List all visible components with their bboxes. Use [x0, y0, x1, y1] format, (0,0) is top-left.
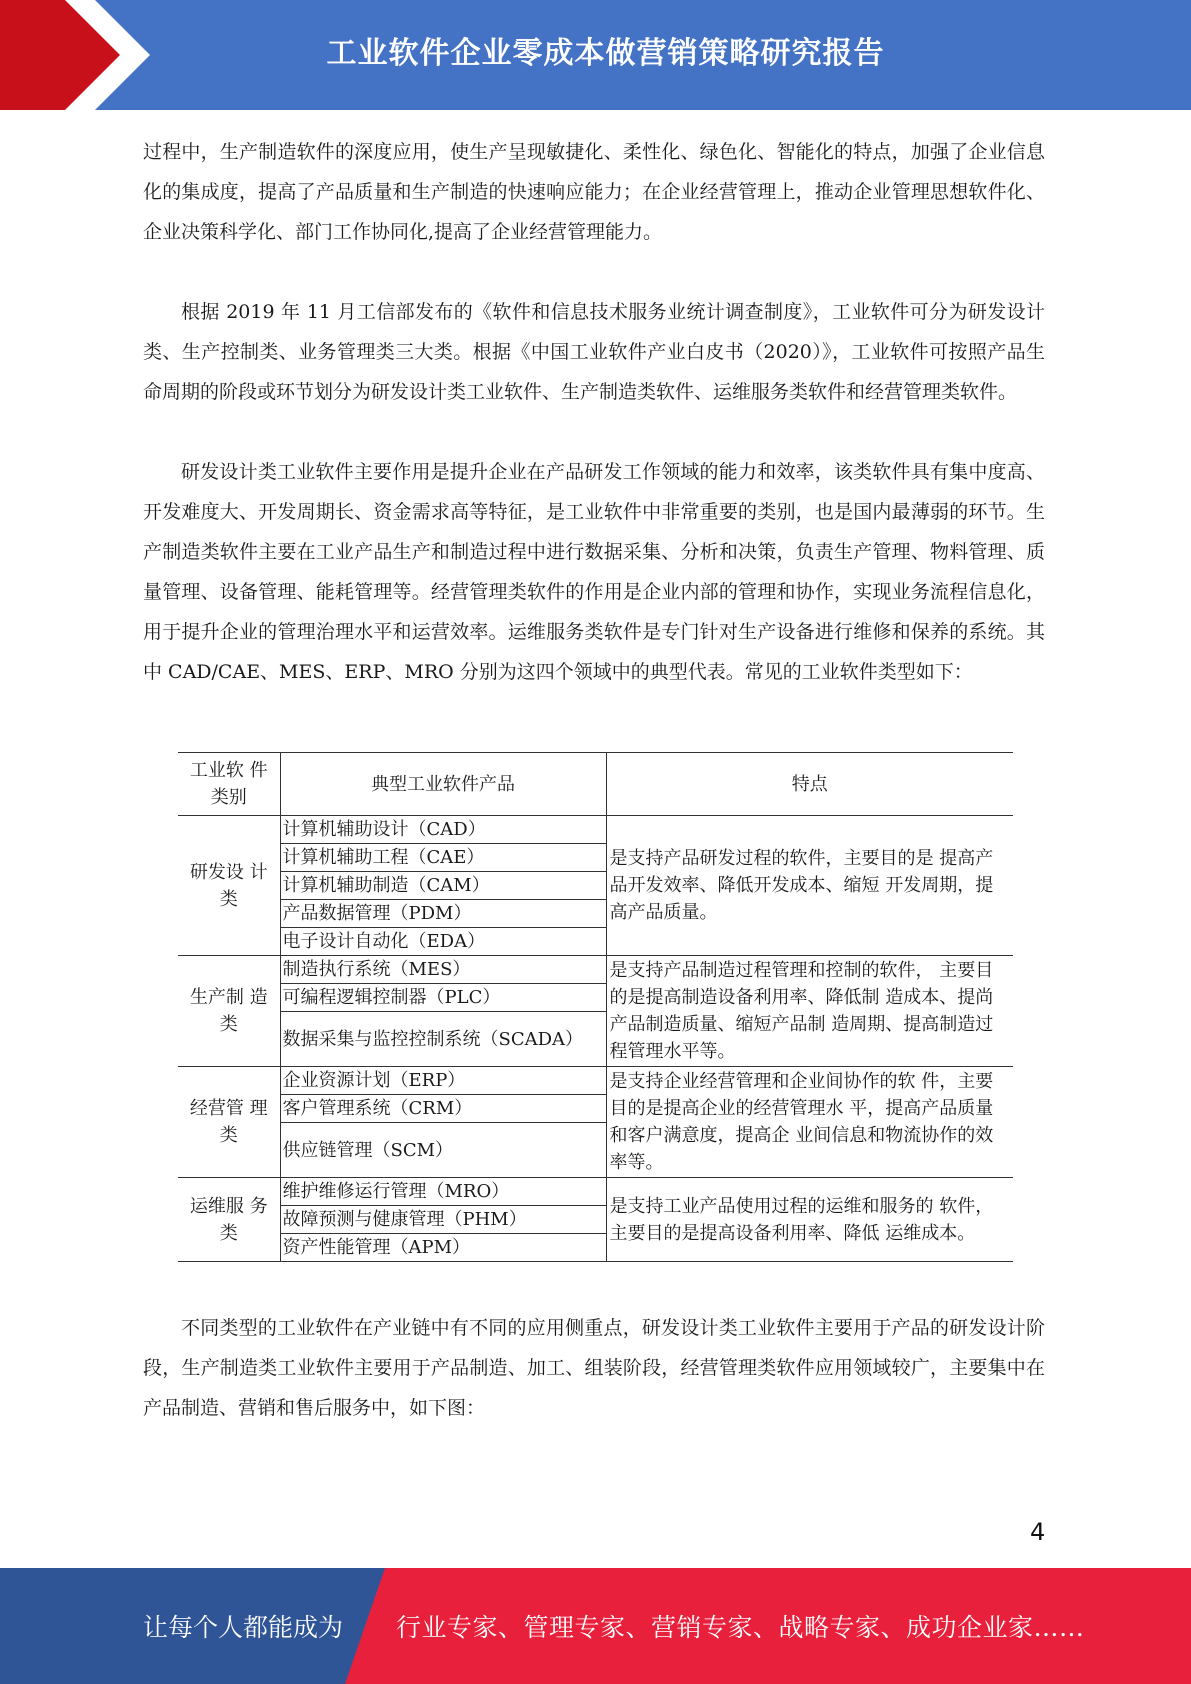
- product-cell: 可编程逻辑控制器（PLC）: [280, 984, 606, 1012]
- page-number: 4: [1030, 1518, 1046, 1546]
- product-cell: 数据采集与监控控制系统（SCADA）: [280, 1012, 606, 1067]
- product-cell: 故障预测与健康管理（PHM）: [280, 1206, 606, 1234]
- table-row: [178, 816, 1013, 844]
- paragraph-application: 不同类型的工业软件在产业链中有不同的应用侧重点，研发设计类工业软件主要用于产品的研发设计阶段，生产制造类工业软件主要用于产品制造、加工、组装阶段，经营管理类软件应用领域较广，主要集中在产品制造、营销和售后服务中，如下图：: [143, 1317, 1045, 1419]
- product-cell: 供应链管理（SCM）: [280, 1123, 606, 1178]
- header-category: 工业软 件类别: [178, 753, 280, 816]
- product-cell: 产品数据管理（PDM）: [280, 900, 606, 928]
- document-body-after-table: [143, 1308, 1045, 1468]
- product-cell: 维护维修运行管理（MRO）: [280, 1178, 606, 1206]
- category-cell: 运维服 务类: [178, 1178, 280, 1262]
- table-row: [178, 1178, 1013, 1206]
- paragraph-categories: 研发设计类工业软件主要作用是提升企业在产品研发工作领域的能力和效率，该类软件具有集中度高、开发难度大、开发周期长、资金需求高等特征，是工业软件中非常重要的类别，也是国内最薄弱的环节。生产制造类软件主要在工业产品生产和制造过程中进行数据采集、分析和决策，负责生产管理、物料管理、质量管理、设备管理、能耗管理等。经营管理类软件的作用是企业内部的管理和协作，实现业务流程信息化，用于提升企业的管理治理水平和运营效率。运维服务类软件是专门针对生产设备进行维修和保养的系统。其中 CAD/CAE、MES、ERP、MRO 分别为这四个领域中的典型代表。常见的工业软件类型如下：: [143, 461, 1045, 683]
- footer-slogan-right: 行业专家、管理专家、营销专家、战略专家、成功企业家……: [396, 1613, 1085, 1642]
- product-cell: 计算机辅助设计（CAD）: [280, 816, 606, 844]
- product-cell: 资产性能管理（APM）: [280, 1234, 606, 1262]
- report-title: 工业软件企业零成本做营销策略研究报告: [326, 36, 885, 71]
- software-type-table: [178, 752, 1013, 1262]
- product-cell: 客户管理系统（CRM）: [280, 1095, 606, 1123]
- header-products: 典型工业软件产品: [280, 753, 606, 816]
- product-cell: 计算机辅助制造（CAM）: [280, 872, 606, 900]
- feature-cell: 是支持产品制造过程管理和控制的软件， 主要目的是提高制造设备利用率、降低制 造成本、提尚产品制造质量、缩短产品制 造周期、提高制造过程管理水平等。: [606, 956, 1013, 1067]
- paragraph-intro: 过程中，生产制造软件的深度应用，使生产呈现敏捷化、柔性化、绿色化、智能化的特点，加强了企业信息化的集成度，提高了产品质量和生产制造的快速响应能力；在企业经营管理上，推动企业管理思想软件化、企业决策科学化、部门工作协同化,提高了企业经营管理能力。: [143, 141, 1045, 243]
- page-header: [0, 0, 1191, 110]
- product-cell: 企业资源计划（ERP）: [280, 1067, 606, 1095]
- page-footer: [0, 1568, 1191, 1684]
- paragraph-classification: 根据 2019 年 11 月工信部发布的《软件和信息技术服务业统计调查制度》，工业软件可分为研发设计类、生产控制类、业务管理类三大类。根据《中国工业软件产业白皮书（2020）》，工业软件可按照产品生命周期的阶段或环节划分为研发设计类工业软件、生产制造类软件、运维服务类软件和经营管理类软件。: [143, 301, 1045, 403]
- product-cell: 计算机辅助工程（CAE）: [280, 844, 606, 872]
- category-cell: 研发设 计类: [178, 816, 280, 956]
- feature-cell: 是支持企业经营管理和企业间协作的软 件，主要目的是提高企业的经营管理水 平，提高产品质量和客户满意度，提高企 业间信息和物流协作的效率等。: [606, 1067, 1013, 1178]
- table-header-row: [178, 753, 1013, 816]
- footer-slogan-left: 让每个人都能成为: [143, 1613, 344, 1642]
- table-row: [178, 956, 1013, 984]
- document-body: [143, 132, 1045, 732]
- header-features: 特点: [606, 753, 1013, 816]
- feature-cell: 是支持工业产品使用过程的运维和服务的 软件，主要目的是提高设备利用率、降低 运维成本。: [606, 1178, 1013, 1262]
- feature-cell: 是支持产品研发过程的软件，主要目的是 提高产品开发效率、降低开发成本、缩短 开发周期，提高产品质量。: [606, 816, 1013, 956]
- product-cell: 电子设计自动化（EDA）: [280, 928, 606, 956]
- table-row: [178, 1067, 1013, 1095]
- software-type-table-wrapper: [178, 752, 1013, 1262]
- category-cell: 生产制 造类: [178, 956, 280, 1067]
- product-cell: 制造执行系统（MES）: [280, 956, 606, 984]
- category-cell: 经营管 理类: [178, 1067, 280, 1178]
